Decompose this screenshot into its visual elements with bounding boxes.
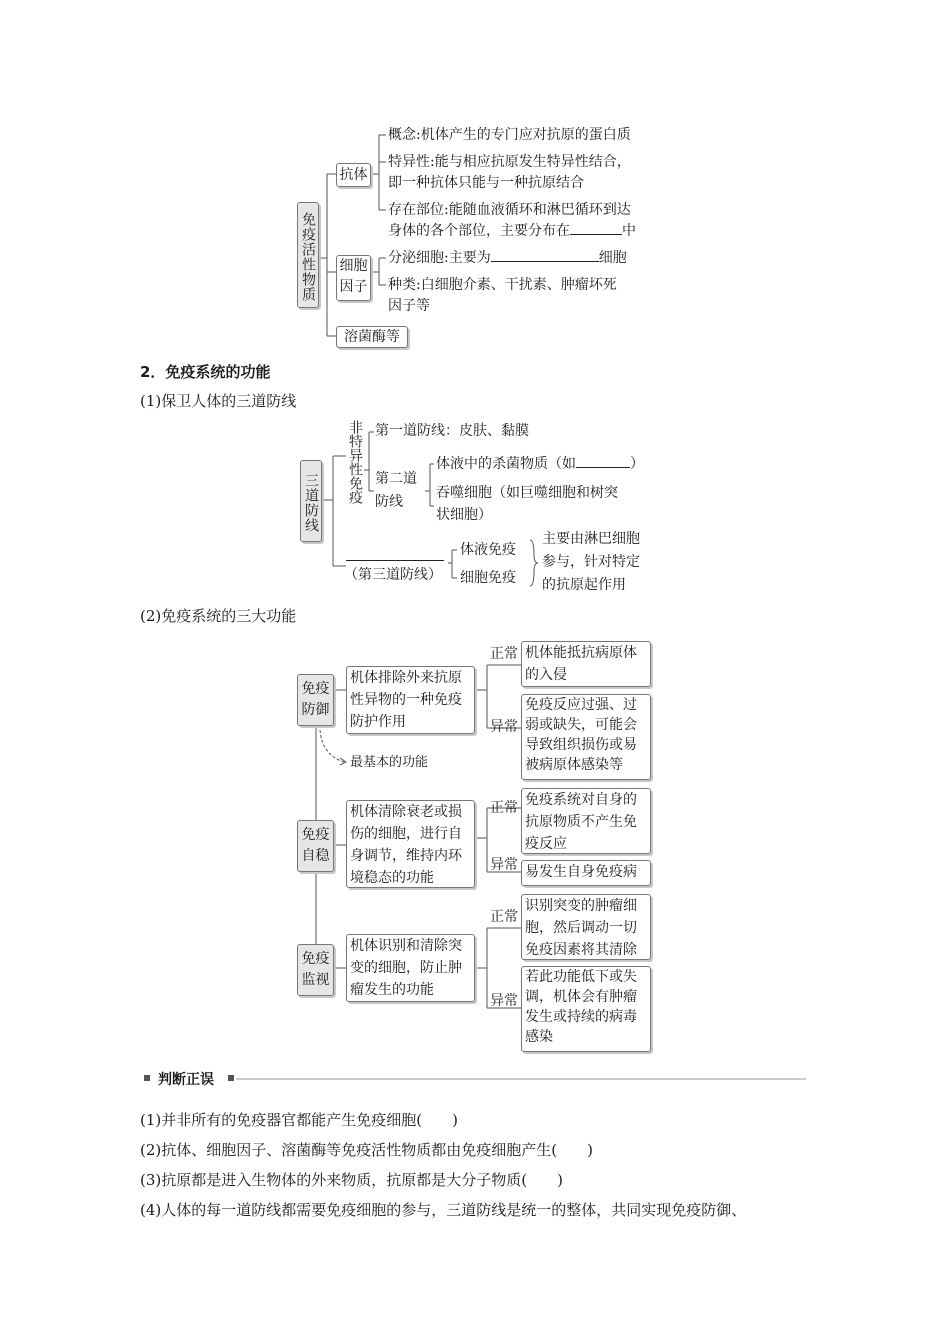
three-lines-root: 三道防线 (300, 460, 322, 542)
antibody-location-2 (388, 220, 636, 243)
judge-item-2: (2)抗体、细胞因子、溶菌酶等免疫活性物质都由免疫细胞产生( ) (140, 1141, 593, 1159)
judge-item-4: (4)人体的每一道防线都需要免疫细胞的参与，三道防线是统一的整体，共同实现免疫防御、 (140, 1201, 747, 1219)
first-line: 第一道防线：皮肤、黏膜 (375, 423, 529, 439)
second-line-item-2: 吞噬细胞（如巨噬细胞和树突 (436, 485, 618, 501)
section-2-sub2: (2)免疫系统的三大功能 (140, 607, 297, 625)
stability-normal: 免疫系统对自身的抗原物质不产生免疫反应 (521, 788, 651, 854)
cytokine-source-suffix: 细胞 (598, 250, 627, 266)
second-line-item-1-suffix: ） (630, 456, 644, 472)
antibody-box: 抗体 (336, 163, 371, 187)
immune-defense-label: 免疫防御 (297, 674, 334, 726)
stability-abnormal: 易发生自身免疫病 (521, 860, 651, 886)
judge-title: 判断正误 (158, 1072, 214, 1088)
antibody-location-text: 身体的各个部位，主要分布在 (388, 223, 570, 239)
cellular-immunity: 细胞免疫 (460, 570, 516, 586)
second-line-item-1 (436, 453, 644, 476)
defense-abnormal-tag: 异常 (490, 719, 518, 735)
immune-surveillance-desc: 机体识别和清除突变的细胞，防止肿瘤发生的功能 (346, 934, 475, 1002)
blank-specific-immunity[interactable] (346, 546, 444, 561)
cytokine-source-text: 分泌细胞:主要为 (388, 250, 491, 266)
antibody-concept: 概念:机体产生的专门应对抗原的蛋白质 (388, 127, 631, 143)
second-line-item-2b: 状细胞） (436, 507, 492, 523)
cytokine-source (388, 247, 627, 270)
antibody-location: 存在部位:能随血液循环和淋巴循环到达 (388, 202, 631, 218)
blank-antibody-location[interactable] (570, 220, 622, 235)
nonspecific-immunity: 非特异性免疫 (347, 420, 363, 504)
stability-abnormal-tag: 异常 (490, 857, 518, 873)
third-line-note-2: 参与，针对特定 (542, 554, 640, 570)
section-2-sub1: (1)保卫人体的三道防线 (140, 392, 297, 410)
immune-stability-label: 免疫自稳 (297, 820, 334, 872)
defense-note: 最基本的功能 (350, 755, 429, 770)
immune-stability-desc: 机体清除衰老或损伤的细胞，进行自身调节，维持内环境稳态的功能 (346, 800, 475, 888)
surveillance-normal-tag: 正常 (490, 909, 518, 925)
judge-marker-right (228, 1075, 234, 1081)
second-line-item-1-text: 体液中的杀菌物质（如 (436, 456, 576, 472)
active-substance-root: 免疫活性物质 (297, 202, 319, 308)
surveillance-abnormal: 若此功能低下或失调，机体会有肿瘤发生或持续的病毒感染 (521, 966, 651, 1052)
surveillance-abnormal-tag: 异常 (490, 993, 518, 1009)
antibody-location-suffix: 中 (622, 223, 636, 239)
stability-normal-tag: 正常 (490, 800, 518, 816)
defense-normal: 机体能抵抗病原体的入侵 (521, 641, 651, 687)
defense-abnormal: 免疫反应过强、过弱或缺失，可能会导致组织损伤或易被病原体感染等 (521, 694, 651, 780)
second-line: 第二道防线 (375, 471, 417, 510)
surveillance-normal: 识别突变的肿瘤细胞，然后调动一切免疫因素将其清除 (521, 894, 651, 960)
blank-cytokine-source[interactable] (491, 247, 599, 262)
immune-defense-desc: 机体排除外来抗原性异物的一种免疫防护作用 (346, 666, 475, 734)
third-line-note-3: 的抗原起作用 (542, 577, 626, 593)
lysozyme-box: 溶菌酶等 (336, 326, 408, 348)
judge-marker-left (144, 1075, 150, 1081)
third-line: （第三道防线） (344, 567, 442, 583)
third-line-note-1: 主要由淋巴细胞 (542, 531, 640, 547)
antibody-specificity-2: 即一种抗体只能与一种抗原结合 (388, 175, 584, 191)
cytokine-types-2: 因子等 (388, 298, 430, 314)
humoral-immunity: 体液免疫 (460, 542, 516, 558)
judge-item-1: (1)并非所有的免疫器官都能产生免疫细胞( ) (140, 1111, 458, 1129)
blank-bactericidal[interactable] (576, 453, 630, 468)
antibody-specificity: 特异性:能与相应抗原发生特异性结合， (388, 154, 631, 170)
section-2-title: 2．免疫系统的功能 (140, 363, 271, 381)
cytokine-box: 细胞因子 (336, 255, 371, 301)
judge-item-3: (3)抗原都是进入生物体的外来物质，抗原都是大分子物质( ) (140, 1171, 563, 1189)
immune-surveillance-label: 免疫监视 (297, 944, 334, 996)
cytokine-types: 种类:白细胞介素、干扰素、肿瘤坏死 (388, 277, 617, 293)
defense-normal-tag: 正常 (490, 646, 518, 662)
